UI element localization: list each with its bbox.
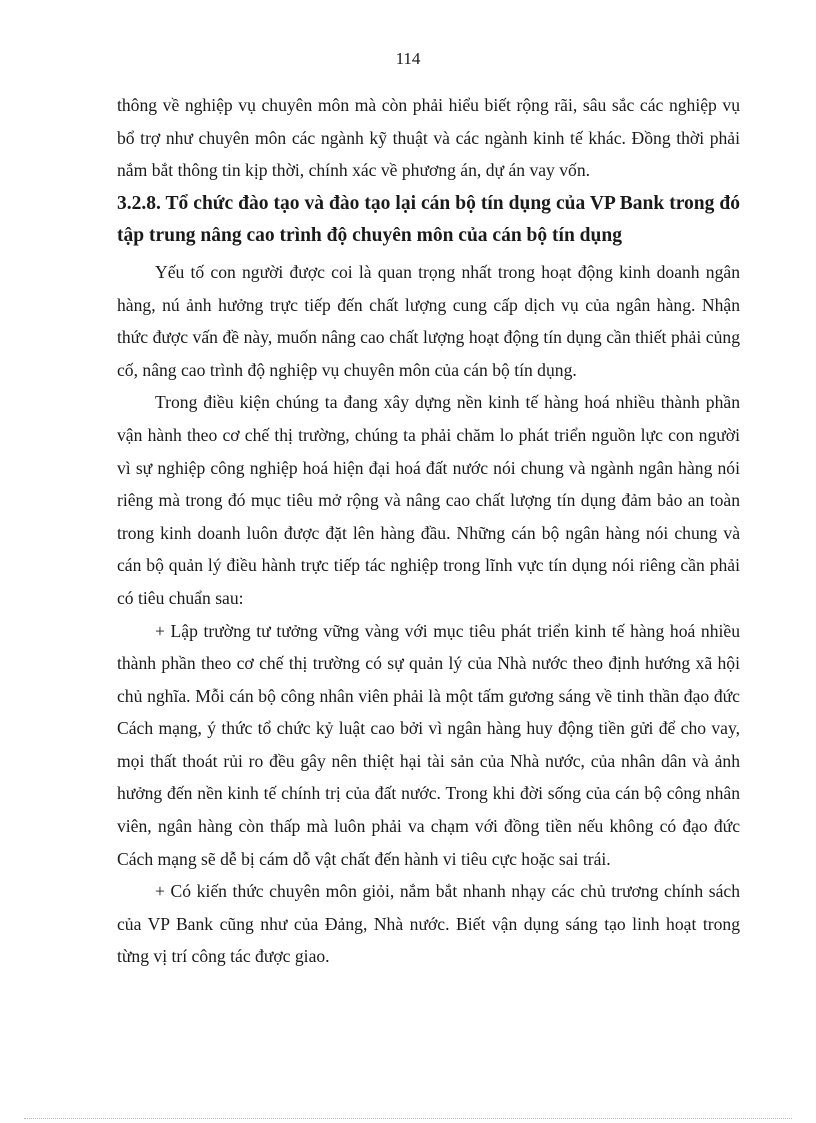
page-number: 114 bbox=[395, 49, 421, 68]
paragraph-economic-conditions: Trong điều kiện chúng ta đang xây dựng nền kinh tế hàng hoá nhiều thành phần vận hành theo cơ chế thị trường, chúng ta phải chăm lo phát triển nguồn lực con người vì sự nghiệp công nghiệp hoá hiện đại hoá đất nước nói chung và ngành ngân hàng nói riêng mà trong đó mục tiêu mở rộng và nâng cao chất lượng tín dụng đảm bảo an toàn trong kinh doanh luôn được đặt lên hàng đầu. Những cán bộ ngân hàng nói chung và cán bộ quản lý điều hành trực tiếp tác nghiệp trong lĩnh vực tín dụng nói riêng cần phải có tiêu chuẩn sau: bbox=[117, 392, 740, 608]
page-bottom-rule bbox=[24, 1118, 792, 1119]
document-body bbox=[117, 89, 740, 973]
paragraph-professional-knowledge: + Có kiến thức chuyên môn giỏi, nắm bắt nhanh nhạy các chủ trương chính sách của VP Bank cũng như của Đảng, Nhà nước. Biết vận dụng sáng tạo linh hoạt trong từng vị trí công tác được giao. bbox=[117, 881, 740, 967]
section-heading: 3.2.8. Tổ chức đào tạo và đào tạo lại cán bộ tín dụng của VP Bank trong đó tập trung nâng cao trình độ chuyên môn của cán bộ tín dụng bbox=[117, 192, 740, 247]
paragraph-human-factor: Yếu tố con người được coi là quan trọng nhất trong hoạt động kinh doanh ngân hàng, nú ảnh hưởng trực tiếp đến chất lượng cung cấp dịch vụ của ngân hàng. Nhận thức được vấn đề này, muốn nâng cao chất lượng hoạt động tín dụng cần thiết phải củng cố, nâng cao trình độ nghiệp vụ chuyên môn của cán bộ tín dụng. bbox=[117, 261, 740, 380]
paragraph-political-stance: + Lập trường tư tưởng vững vàng với mục tiêu phát triển kinh tế hàng hoá nhiều thành phần theo cơ chế thị trường có sự quản lý của Nhà nước theo định hướng xã hội chủ nghĩa. Mỗi cán bộ công nhân viên phải là một tấm gương sáng về tinh thần đạo đức Cách mạng, ý thức tổ chức kỷ luật cao bởi vì ngân hàng huy động tiền gửi để cho vay, mọi thất thoát rủi ro đều gây nên thiệt hại tài sản của Nhà nước, của nhân dân và ảnh hưởng đến nền kinh tế chính trị của đất nước. Trong khi đời sống của cán bộ công nhân viên, ngân hàng còn thấp mà luôn phải va chạm với đồng tiền nếu không có đạo đức Cách mạng sẽ dễ bị cám dỗ vật chất đến hành vi tiêu cực hoặc sai trái. bbox=[117, 620, 740, 869]
continued-paragraph: thông về nghiệp vụ chuyên môn mà còn phải hiểu biết rộng rãi, sâu sắc các nghiệp vụ bổ trợ như chuyên môn các ngành kỹ thuật và các ngành kinh tế khác. Đồng thời phải nắm bắt thông tin kịp thời, chính xác về phương án, dự án vay vốn. bbox=[117, 95, 740, 181]
